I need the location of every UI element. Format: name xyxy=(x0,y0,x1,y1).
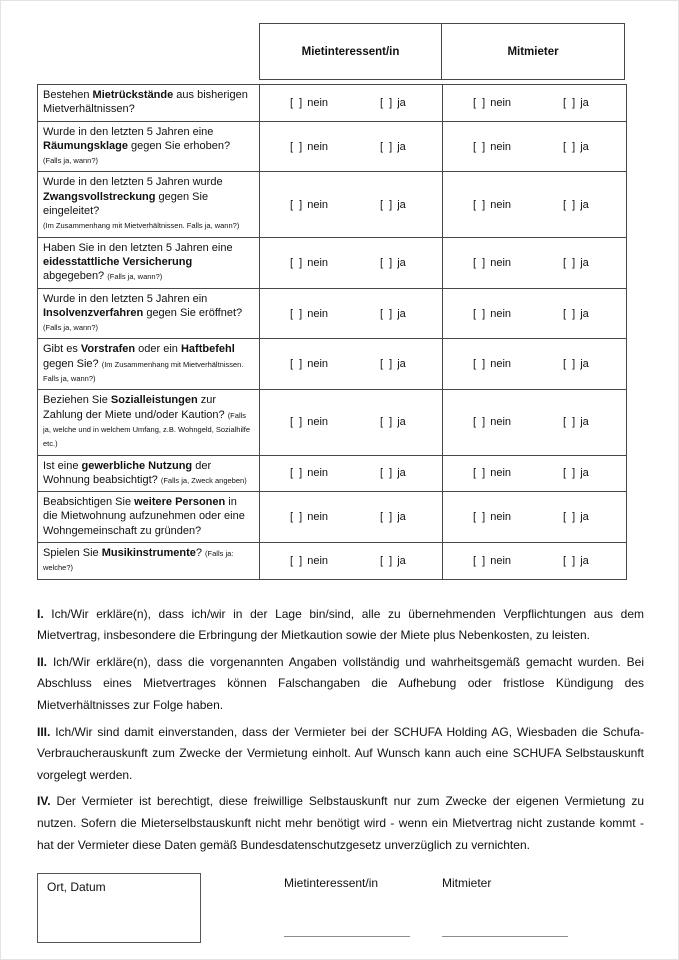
checkbox-label-nein: nein xyxy=(490,307,512,320)
answer-cell-mitmieter xyxy=(443,455,627,492)
checkbox-group xyxy=(443,89,626,117)
question-cell: Beziehen Sie Sozialleistungen zur Zahlung der Miete und/oder Kaution? (Falls ja, welche und in welchem Umfang, z.B. Wohngeld, Sozialhilfe etc.) xyxy=(38,390,260,455)
checkbox-nein[interactable] xyxy=(290,555,380,567)
checkbox-ja[interactable] xyxy=(563,416,589,428)
checkbox-label-nein: nein xyxy=(490,198,512,211)
checkbox-nein[interactable] xyxy=(473,416,563,428)
answer-cell-mietinteressent xyxy=(260,339,443,390)
checkbox-nein[interactable] xyxy=(473,308,563,320)
paragraph-text: Ich/Wir erkläre(n), dass ich/wir in der Lage bin/sind, alle zu übernehmenden Verpflichtungen aus dem Mietvertrag, insbesondere die Erbringung der Mietkaution sowie der Miete plus Nebenkosten, zu leisten. xyxy=(37,606,644,643)
checkbox-ja[interactable] xyxy=(563,199,589,211)
checkbox-nein[interactable] xyxy=(290,141,380,153)
question-cell: Gibt es Vorstrafen oder ein Haftbefehl gegen Sie? (Im Zusammenhang mit Mietverhältnissen. Falls ja, wann?) xyxy=(38,339,260,390)
checkbox-box-icon[interactable]: [ ] xyxy=(290,256,303,269)
checkbox-box-icon[interactable]: [ ] xyxy=(473,140,486,153)
answer-cell-mitmieter xyxy=(443,121,627,172)
signature-line-mietinteressent[interactable] xyxy=(284,936,410,937)
checkbox-box-icon[interactable]: [ ] xyxy=(380,467,393,480)
checkbox-label-ja: ja xyxy=(397,198,406,211)
paragraph-text: Ich/Wir sind damit einverstanden, dass der Vermieter bei der SCHUFA Holding AG, Wiesbaden die Schufa-Verbraucherauskunft zum Zwecke der Vermietung einholt. Auf Wunsch kann auch eine SCHUFA Selbstauskunft vorgelegt werden. xyxy=(37,724,644,782)
checkbox-label-nein: nein xyxy=(490,256,512,269)
checkbox-group xyxy=(443,350,626,378)
checkbox-group xyxy=(443,408,626,436)
checkbox-label-nein: nein xyxy=(307,256,329,269)
declarations-section xyxy=(37,604,644,857)
checkbox-label-nein: nein xyxy=(307,140,329,153)
checkbox-ja[interactable] xyxy=(380,199,406,211)
checkbox-group xyxy=(260,133,442,161)
checkbox-box-icon[interactable]: [ ] xyxy=(290,554,303,567)
checkbox-nein[interactable] xyxy=(473,199,563,211)
checkbox-group xyxy=(260,249,442,277)
checkbox-label-nein: nein xyxy=(307,554,329,567)
answer-cell-mietinteressent xyxy=(260,172,443,237)
checkbox-ja[interactable] xyxy=(563,308,589,320)
paragraph-number: III. xyxy=(37,724,51,739)
answer-cell-mietinteressent xyxy=(260,390,443,455)
table-row xyxy=(38,288,627,339)
checkbox-label-nein: nein xyxy=(307,358,329,371)
checkbox-group xyxy=(443,459,626,487)
checkbox-box-icon[interactable]: [ ] xyxy=(473,467,486,480)
checkbox-box-icon[interactable]: [ ] xyxy=(473,307,486,320)
table-row xyxy=(38,172,627,237)
checkbox-box-icon[interactable]: [ ] xyxy=(563,554,576,567)
checkbox-label-nein: nein xyxy=(490,416,512,429)
checkbox-nein[interactable] xyxy=(290,358,380,370)
checkbox-label-ja: ja xyxy=(580,467,589,480)
checkbox-label-ja: ja xyxy=(397,554,406,567)
signature-label-mietinteressent: Mietinteressent/in xyxy=(284,876,379,891)
checkbox-box-icon[interactable]: [ ] xyxy=(290,358,303,371)
checkbox-box-icon[interactable]: [ ] xyxy=(290,96,303,109)
checkbox-box-icon[interactable]: [ ] xyxy=(473,256,486,269)
checkbox-label-ja: ja xyxy=(397,467,406,480)
checkbox-box-icon[interactable]: [ ] xyxy=(380,358,393,371)
checkbox-ja[interactable] xyxy=(563,141,589,153)
table-row xyxy=(38,543,627,580)
checkbox-box-icon[interactable]: [ ] xyxy=(380,140,393,153)
table-header xyxy=(259,23,642,80)
checkbox-box-icon[interactable]: [ ] xyxy=(290,416,303,429)
checkbox-group xyxy=(443,249,626,277)
answer-cell-mitmieter xyxy=(443,492,627,543)
checkbox-label-ja: ja xyxy=(580,256,589,269)
checkbox-group xyxy=(443,133,626,161)
checkbox-group xyxy=(260,503,442,531)
checkbox-box-icon[interactable]: [ ] xyxy=(473,358,486,371)
ort-datum-label: Ort, Datum xyxy=(47,880,106,895)
answer-cell-mietinteressent xyxy=(260,492,443,543)
paragraph-text: Der Vermieter ist berechtigt, diese freiwillige Selbstauskunft nur zum Zwecke der eigenen Vermietung zu nutzen. Sofern die Mieterselbstauskunft nicht mehr benötigt wird - wenn ein Mietvertrag nicht zustande kommt - hat der Vermieter diese Daten gemäß Bundesdatenschutzgesetz unverzüglich zu vernichten. xyxy=(37,794,644,852)
checkbox-label-ja: ja xyxy=(397,511,406,524)
checkbox-box-icon[interactable]: [ ] xyxy=(380,256,393,269)
paragraph-number: IV. xyxy=(37,794,51,809)
question-cell: Ist eine gewerbliche Nutzung der Wohnung beabsichtigt? (Falls ja, Zweck angeben) xyxy=(38,455,260,492)
signature-section xyxy=(37,870,642,960)
checkbox-ja[interactable] xyxy=(563,467,589,479)
answer-cell-mietinteressent xyxy=(260,237,443,288)
answer-cell-mitmieter xyxy=(443,85,627,122)
checkbox-label-ja: ja xyxy=(580,198,589,211)
checkbox-ja[interactable] xyxy=(380,358,406,370)
checkbox-label-ja: ja xyxy=(397,140,406,153)
checkbox-label-nein: nein xyxy=(307,467,329,480)
checkbox-label-ja: ja xyxy=(580,307,589,320)
declaration-paragraph-2 xyxy=(37,652,644,717)
checkbox-label-ja: ja xyxy=(397,256,406,269)
checkbox-nein[interactable] xyxy=(290,257,380,269)
checkbox-label-nein: nein xyxy=(307,511,329,524)
checkbox-box-icon[interactable]: [ ] xyxy=(380,511,393,524)
checkbox-box-icon[interactable]: [ ] xyxy=(380,554,393,567)
checkbox-label-nein: nein xyxy=(490,358,512,371)
checkbox-nein[interactable] xyxy=(290,199,380,211)
answer-cell-mitmieter xyxy=(443,390,627,455)
answer-cell-mitmieter xyxy=(443,543,627,580)
checkbox-label-nein: nein xyxy=(490,511,512,524)
checkbox-group xyxy=(260,89,442,117)
checkbox-box-icon[interactable]: [ ] xyxy=(473,198,486,211)
checkbox-label-ja: ja xyxy=(397,96,406,109)
checkbox-nein[interactable] xyxy=(290,511,380,523)
checkbox-box-icon[interactable]: [ ] xyxy=(563,256,576,269)
checkbox-label-ja: ja xyxy=(580,140,589,153)
question-cell: Haben Sie in den letzten 5 Jahren eine eidesstattliche Versicherung abgegeben? (Falls ja, wann?) xyxy=(38,237,260,288)
questions-table xyxy=(37,84,627,580)
signature-line-mitmieter[interactable] xyxy=(442,936,568,937)
table-row xyxy=(38,121,627,172)
checkbox-label-ja: ja xyxy=(397,416,406,429)
checkbox-box-icon[interactable]: [ ] xyxy=(563,96,576,109)
checkbox-label-nein: nein xyxy=(307,96,329,109)
checkbox-ja[interactable] xyxy=(380,257,406,269)
answer-cell-mietinteressent xyxy=(260,543,443,580)
checkbox-label-ja: ja xyxy=(580,416,589,429)
checkbox-nein[interactable] xyxy=(290,467,380,479)
checkbox-box-icon[interactable]: [ ] xyxy=(473,96,486,109)
checkbox-box-icon[interactable]: [ ] xyxy=(380,198,393,211)
checkbox-box-icon[interactable]: [ ] xyxy=(290,467,303,480)
checkbox-box-icon[interactable]: [ ] xyxy=(290,307,303,320)
table-row xyxy=(38,455,627,492)
checkbox-label-ja: ja xyxy=(580,358,589,371)
answer-cell-mitmieter xyxy=(443,339,627,390)
checkbox-ja[interactable] xyxy=(380,511,406,523)
checkbox-nein[interactable] xyxy=(473,97,563,109)
table-row xyxy=(38,390,627,455)
paragraph-text: Ich/Wir erkläre(n), dass die vorgenannten Angaben vollständig und wahrheitsgemäß gemacht wurden. Bei Abschluss eines Mietvertrages können Falschangaben die Aufhebung oder fristlose Kündigung des Mietverhältnisses zur Folge haben. xyxy=(37,654,644,712)
checkbox-group xyxy=(260,408,442,436)
checkbox-nein[interactable] xyxy=(473,467,563,479)
checkbox-nein[interactable] xyxy=(473,141,563,153)
checkbox-box-icon[interactable]: [ ] xyxy=(563,140,576,153)
checkbox-box-icon[interactable]: [ ] xyxy=(563,511,576,524)
checkbox-nein[interactable] xyxy=(473,511,563,523)
paragraph-number: I. xyxy=(37,606,44,621)
checkbox-box-icon[interactable]: [ ] xyxy=(380,307,393,320)
checkbox-ja[interactable] xyxy=(563,555,589,567)
ort-datum-box[interactable] xyxy=(37,873,201,943)
table-row xyxy=(38,85,627,122)
checkbox-nein[interactable] xyxy=(473,358,563,370)
checkbox-ja[interactable] xyxy=(380,97,406,109)
checkbox-label-nein: nein xyxy=(490,140,512,153)
question-cell: Spielen Sie Musikinstrumente? (Falls ja: welche?) xyxy=(38,543,260,580)
checkbox-label-nein: nein xyxy=(490,554,512,567)
signature-label-mitmieter: Mitmieter xyxy=(442,876,492,891)
checkbox-group xyxy=(443,503,626,531)
checkbox-group xyxy=(443,300,626,328)
checkbox-label-nein: nein xyxy=(307,307,329,320)
questions-table-body xyxy=(38,85,627,580)
checkbox-group xyxy=(260,191,442,219)
checkbox-box-icon[interactable]: [ ] xyxy=(290,140,303,153)
declaration-paragraph-1 xyxy=(37,604,644,647)
answer-cell-mitmieter xyxy=(443,237,627,288)
checkbox-nein[interactable] xyxy=(290,416,380,428)
checkbox-ja[interactable] xyxy=(563,257,589,269)
checkbox-ja[interactable] xyxy=(380,308,406,320)
table-row xyxy=(38,339,627,390)
checkbox-nein[interactable] xyxy=(473,257,563,269)
checkbox-group xyxy=(260,459,442,487)
checkbox-box-icon[interactable]: [ ] xyxy=(473,511,486,524)
checkbox-box-icon[interactable]: [ ] xyxy=(563,416,576,429)
answer-cell-mietinteressent xyxy=(260,121,443,172)
checkbox-group xyxy=(443,547,626,575)
column-header-mitmieter: Mitmieter xyxy=(441,23,625,80)
checkbox-box-icon[interactable]: [ ] xyxy=(563,467,576,480)
checkbox-ja[interactable] xyxy=(380,555,406,567)
answer-cell-mitmieter xyxy=(443,288,627,339)
answer-cell-mietinteressent xyxy=(260,288,443,339)
checkbox-label-nein: nein xyxy=(307,416,329,429)
question-cell: Wurde in den letzten 5 Jahren eine Räumungsklage gegen Sie erhoben? (Falls ja, wann?) xyxy=(38,121,260,172)
table-row xyxy=(38,237,627,288)
checkbox-label-nein: nein xyxy=(307,198,329,211)
checkbox-group xyxy=(260,350,442,378)
answer-cell-mietinteressent xyxy=(260,85,443,122)
checkbox-box-icon[interactable]: [ ] xyxy=(473,416,486,429)
checkbox-group xyxy=(260,300,442,328)
checkbox-label-ja: ja xyxy=(397,358,406,371)
checkbox-label-nein: nein xyxy=(490,96,512,109)
declaration-paragraph-3 xyxy=(37,722,644,787)
checkbox-box-icon[interactable]: [ ] xyxy=(290,511,303,524)
question-cell: Bestehen Mietrückstände aus bisherigen Mietverhältnissen? xyxy=(38,85,260,122)
question-cell: Beabsichtigen Sie weitere Personen in die Mietwohnung aufzunehmen oder eine Wohngemeinschaft zu gründen? xyxy=(38,492,260,543)
question-cell: Wurde in den letzten 5 Jahren ein Insolvenzverfahren gegen Sie eröffnet? (Falls ja, wann?) xyxy=(38,288,260,339)
answer-cell-mitmieter xyxy=(443,172,627,237)
checkbox-box-icon[interactable]: [ ] xyxy=(563,198,576,211)
checkbox-box-icon[interactable]: [ ] xyxy=(380,96,393,109)
checkbox-label-ja: ja xyxy=(397,307,406,320)
checkbox-box-icon[interactable]: [ ] xyxy=(290,198,303,211)
answer-cell-mietinteressent xyxy=(260,455,443,492)
checkbox-group xyxy=(443,191,626,219)
checkbox-box-icon[interactable]: [ ] xyxy=(473,554,486,567)
checkbox-box-icon[interactable]: [ ] xyxy=(563,307,576,320)
checkbox-ja[interactable] xyxy=(380,141,406,153)
checkbox-ja[interactable] xyxy=(563,97,589,109)
column-header-mietinteressent: Mietinteressent/in xyxy=(259,23,442,80)
checkbox-label-ja: ja xyxy=(580,96,589,109)
checkbox-group xyxy=(260,547,442,575)
checkbox-ja[interactable] xyxy=(380,416,406,428)
declaration-paragraph-4 xyxy=(37,791,644,856)
checkbox-label-ja: ja xyxy=(580,511,589,524)
checkbox-box-icon[interactable]: [ ] xyxy=(380,416,393,429)
checkbox-nein[interactable] xyxy=(290,97,380,109)
question-cell: Wurde in den letzten 5 Jahren wurde Zwangsvollstreckung gegen Sie eingeleitet? (Im Zusammenhang mit Mietverhältnissen. Falls ja, wann?) xyxy=(38,172,260,237)
checkbox-label-ja: ja xyxy=(580,554,589,567)
checkbox-ja[interactable] xyxy=(563,358,589,370)
paragraph-number: II. xyxy=(37,654,48,669)
checkbox-ja[interactable] xyxy=(380,467,406,479)
checkbox-box-icon[interactable]: [ ] xyxy=(563,358,576,371)
checkbox-ja[interactable] xyxy=(563,511,589,523)
checkbox-nein[interactable] xyxy=(290,308,380,320)
table-row xyxy=(38,492,627,543)
checkbox-label-nein: nein xyxy=(490,467,512,480)
checkbox-nein[interactable] xyxy=(473,555,563,567)
